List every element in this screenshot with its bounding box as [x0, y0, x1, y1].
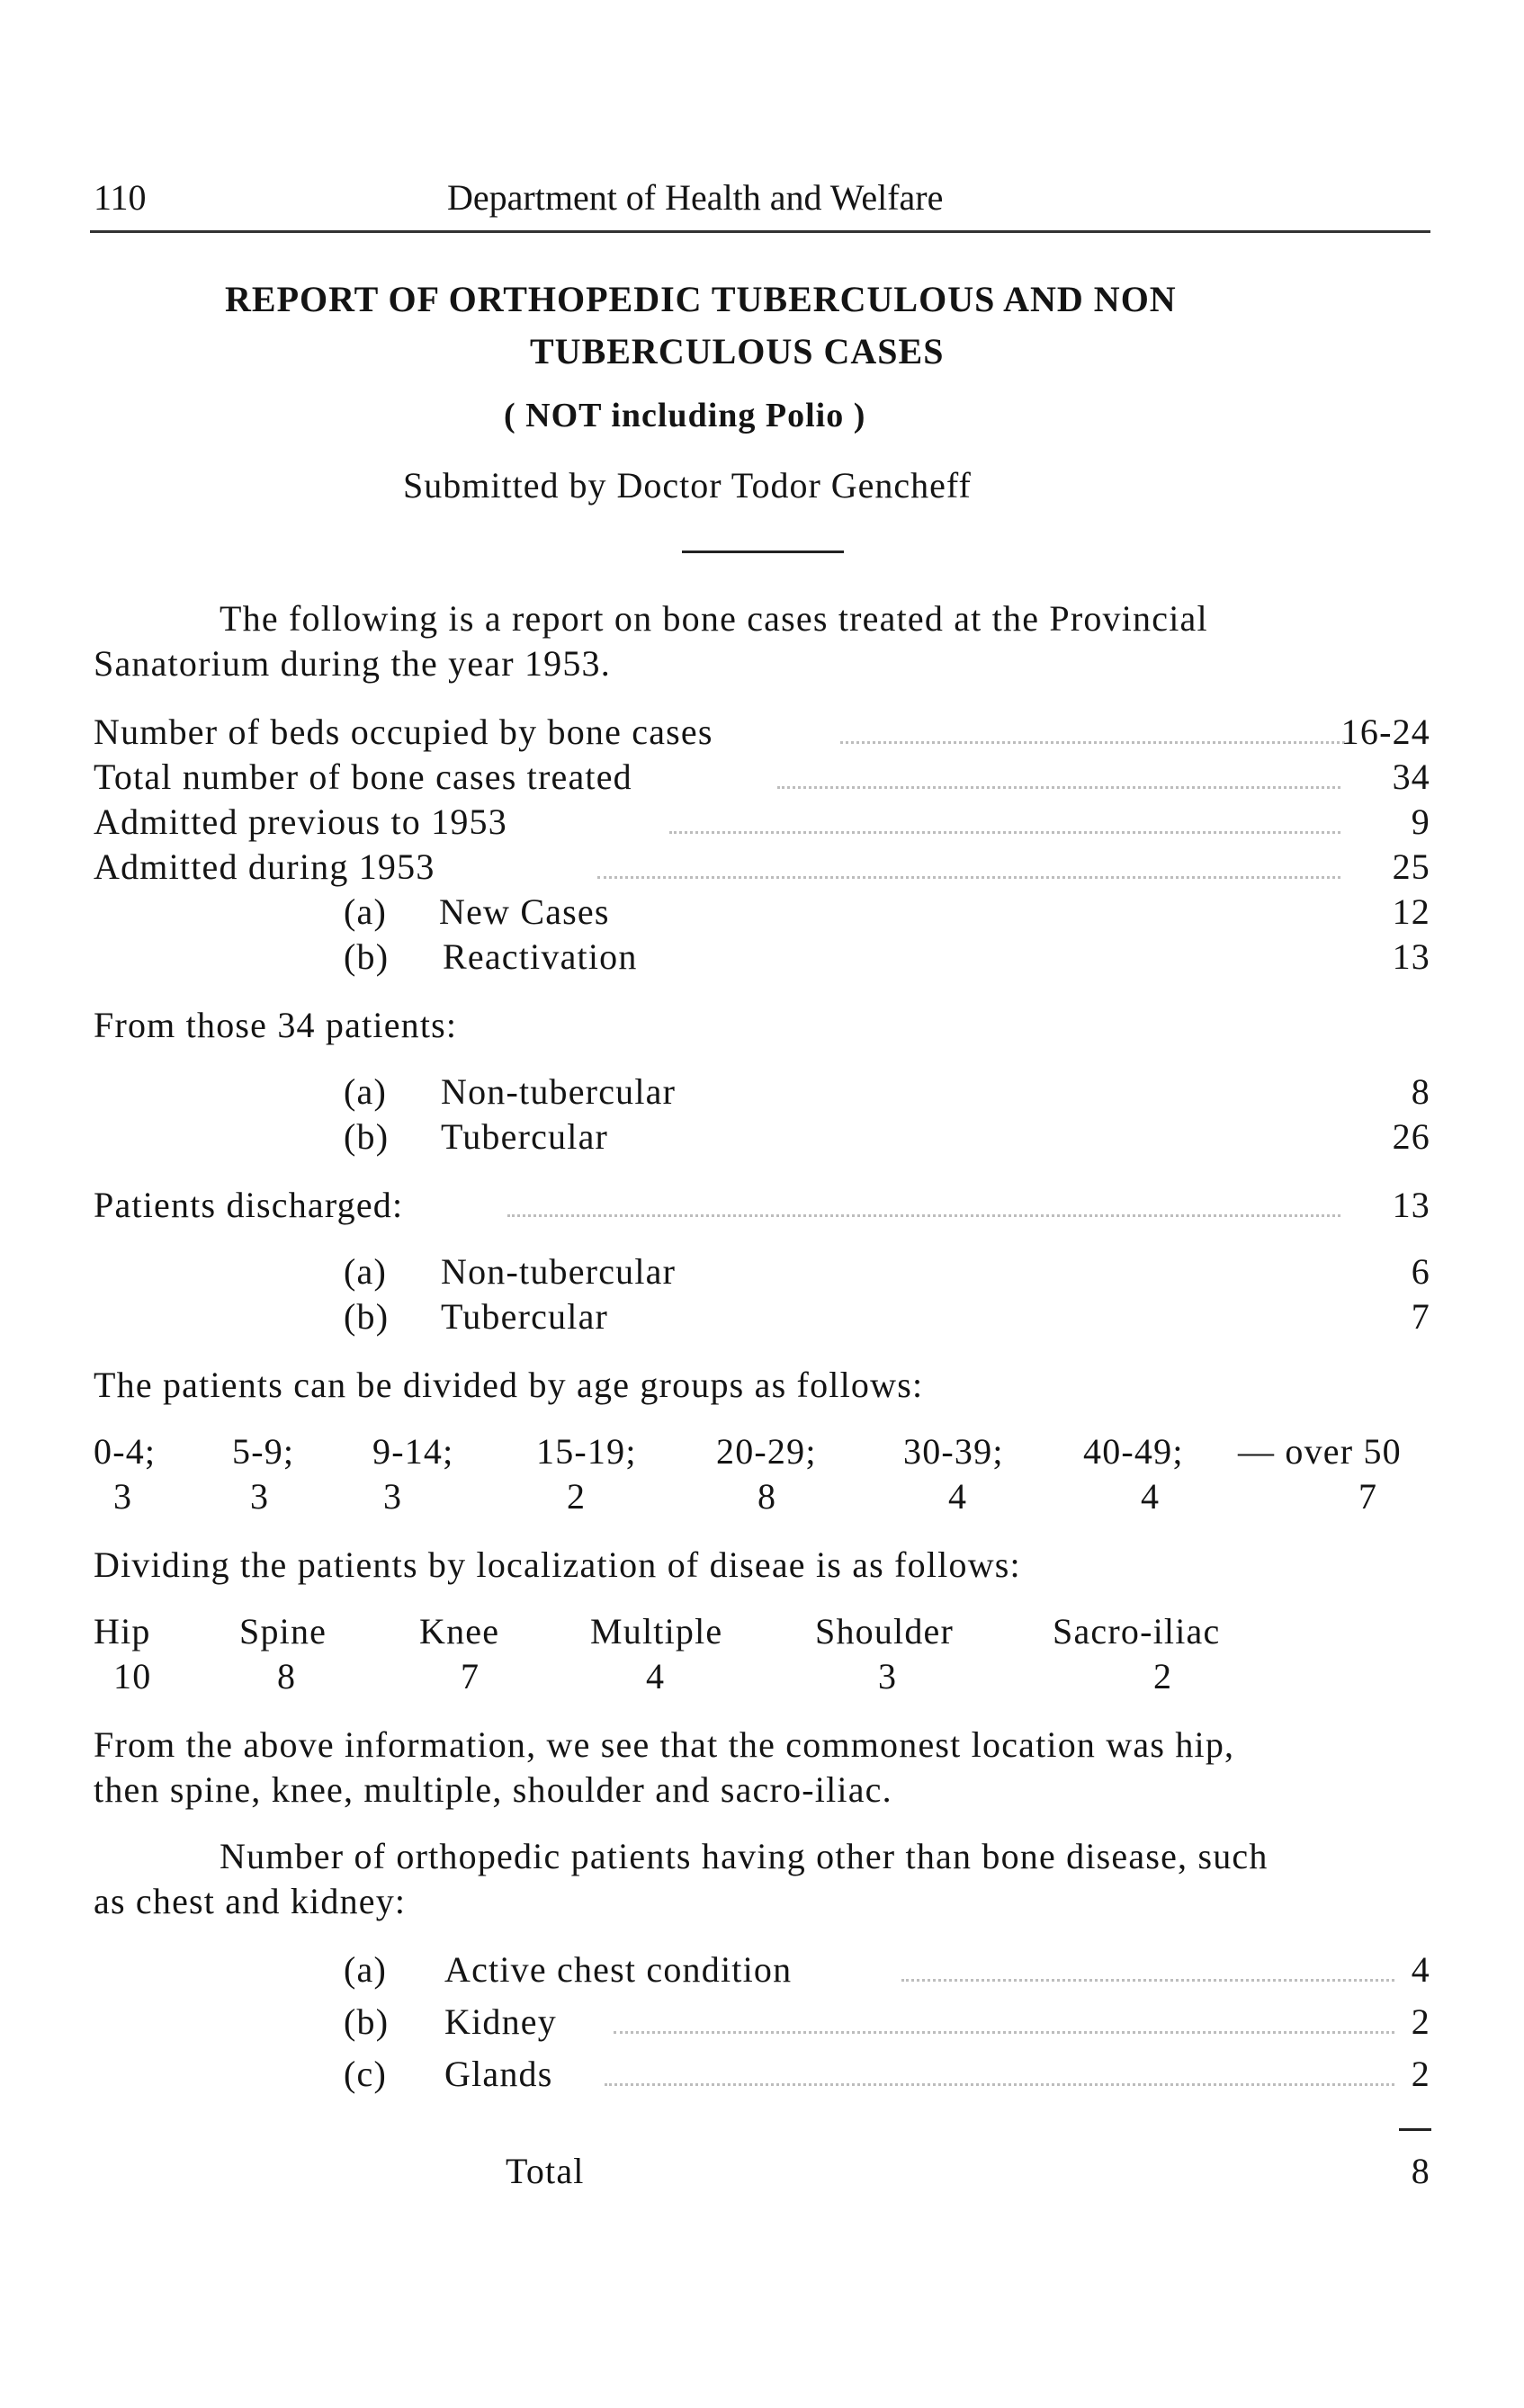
stat-label: Admitted during 1953 [94, 846, 435, 887]
location-count: 2 [1153, 1656, 1173, 1696]
age-group-label: 15-19; [536, 1431, 637, 1472]
leader-dots [605, 2083, 1394, 2086]
item-label: Active chest condition [444, 1949, 793, 1990]
item-label: Tubercular [441, 1116, 609, 1157]
patients-discharged-row [94, 1184, 1430, 1229]
stat-value: 12 [1392, 891, 1430, 932]
location-count: 3 [878, 1656, 898, 1696]
item-marker: (b) [344, 936, 390, 977]
item-value: 8 [1411, 1071, 1430, 1112]
age-group-count: 3 [383, 1476, 403, 1517]
item-marker: (c) [344, 2054, 387, 2094]
discharged-non-tubercular-row [344, 1250, 1430, 1295]
stat-beds-occupied [94, 711, 1430, 756]
stat-label: New Cases [439, 891, 610, 932]
total-rule [1399, 2128, 1431, 2131]
total-label: Total [506, 2151, 585, 2191]
item-value: 2 [1411, 2054, 1430, 2094]
stat-value: 13 [1392, 936, 1430, 977]
item-marker: (b) [344, 1116, 390, 1157]
leader-dots [901, 1979, 1394, 1982]
item-value: 13 [1392, 1185, 1430, 1225]
item-value: 26 [1392, 1116, 1430, 1157]
location-label: Knee [419, 1611, 500, 1652]
stat-value: 16-24 [1340, 712, 1430, 752]
kidney-row [344, 2001, 1430, 2045]
stat-label: Admitted previous to 1953 [94, 801, 507, 842]
age-group-label: 9-14; [372, 1431, 454, 1472]
age-group-count: 4 [948, 1476, 968, 1517]
item-marker: (b) [344, 1296, 390, 1337]
item-value: 4 [1411, 1949, 1430, 1990]
intro-line-1: The following is a report on bone cases treated at the Provincial [220, 598, 1208, 639]
item-marker: (b) [344, 2001, 390, 2042]
non-tubercular-row [344, 1070, 1430, 1115]
age-groups-heading: The patients can be divided by age groups as follows: [94, 1365, 924, 1405]
discharged-tubercular-row [344, 1295, 1430, 1340]
age-group-label: 20-29; [716, 1431, 817, 1472]
item-marker: (a) [344, 891, 387, 932]
item-label: Patients discharged: [94, 1185, 404, 1225]
conclusion-line-1: From the above information, we see that the commonest location was hip, [94, 1724, 1235, 1765]
header-rule [90, 230, 1430, 233]
report-title-line-2: TUBERCULOUS CASES [530, 331, 945, 371]
stat-value: 34 [1392, 756, 1430, 797]
age-group-label: 40-49; [1083, 1431, 1184, 1472]
location-label: Multiple [590, 1611, 723, 1652]
stat-label: Number of beds occupied by bone cases [94, 712, 713, 752]
item-marker: (a) [344, 1251, 387, 1292]
location-count: 8 [277, 1656, 297, 1696]
stat-label: Reactivation [443, 936, 638, 977]
stat-admitted-previous [94, 801, 1430, 846]
item-value: 6 [1411, 1251, 1430, 1292]
stat-label: Total number of bone cases treated [94, 756, 632, 797]
age-group-count: 4 [1141, 1476, 1161, 1517]
leader-dots [597, 876, 1340, 879]
age-group-count: 7 [1358, 1476, 1378, 1517]
glands-row [344, 2053, 1430, 2098]
stat-value: 9 [1411, 801, 1430, 842]
other-disease-line-2: as chest and kidney: [94, 1881, 407, 1921]
active-chest-row [344, 1948, 1430, 1993]
section-heading: From those 34 patients: [94, 1005, 458, 1045]
age-group-count: 2 [567, 1476, 587, 1517]
location-count: 4 [646, 1656, 666, 1696]
item-value: 7 [1411, 1296, 1430, 1337]
tubercular-row [344, 1115, 1430, 1160]
age-group-count: 3 [250, 1476, 270, 1517]
age-group-label: 5-9; [232, 1431, 295, 1472]
age-group-count: 3 [113, 1476, 133, 1517]
page-number: 110 [94, 177, 147, 218]
stat-value: 25 [1392, 846, 1430, 887]
submitted-by: Submitted by Doctor Todor Gencheff [403, 465, 972, 506]
total-row [506, 2150, 1430, 2195]
age-group-label: 0-4; [94, 1431, 157, 1472]
location-label: Spine [239, 1611, 327, 1652]
age-group-count: 8 [758, 1476, 777, 1517]
location-label: Shoulder [815, 1611, 955, 1652]
conclusion-line-2: then spine, knee, multiple, shoulder and sacro-iliac. [94, 1769, 892, 1810]
item-label: Non-tubercular [441, 1071, 677, 1112]
item-label: Non-tubercular [441, 1251, 677, 1292]
total-value: 8 [1411, 2151, 1430, 2191]
leader-dots [840, 741, 1345, 744]
item-label: Glands [444, 2054, 553, 2094]
leader-dots [614, 2031, 1394, 2034]
localization-heading: Dividing the patients by localization of diseae is as follows: [94, 1544, 1021, 1585]
leader-dots [507, 1214, 1340, 1217]
item-marker: (a) [344, 1949, 387, 1990]
other-disease-line-1: Number of orthopedic patients having other than bone disease, such [220, 1836, 1269, 1876]
age-group-label: — over 50 [1238, 1431, 1402, 1472]
stat-new-cases [344, 891, 1430, 935]
item-value: 2 [1411, 2001, 1430, 2042]
report-title-line-1: REPORT OF ORTHOPEDIC TUBERCULOUS AND NON [225, 279, 1177, 319]
stat-reactivation [344, 935, 1430, 980]
stat-admitted-during [94, 846, 1430, 891]
age-group-label: 30-39; [903, 1431, 1004, 1472]
running-title: Department of Health and Welfare [447, 177, 944, 218]
title-divider [682, 551, 844, 553]
intro-line-2: Sanatorium during the year 1953. [94, 643, 611, 684]
location-label: Hip [94, 1611, 151, 1652]
leader-dots [669, 831, 1340, 834]
location-count: 10 [113, 1656, 152, 1696]
item-label: Tubercular [441, 1296, 609, 1337]
item-label: Kidney [444, 2001, 557, 2042]
location-label: Sacro-iliac [1053, 1611, 1221, 1652]
item-marker: (a) [344, 1071, 387, 1112]
report-title-note: ( NOT including Polio ) [504, 397, 866, 434]
leader-dots [777, 786, 1340, 789]
location-count: 7 [461, 1656, 480, 1696]
stat-total-treated [94, 756, 1430, 801]
